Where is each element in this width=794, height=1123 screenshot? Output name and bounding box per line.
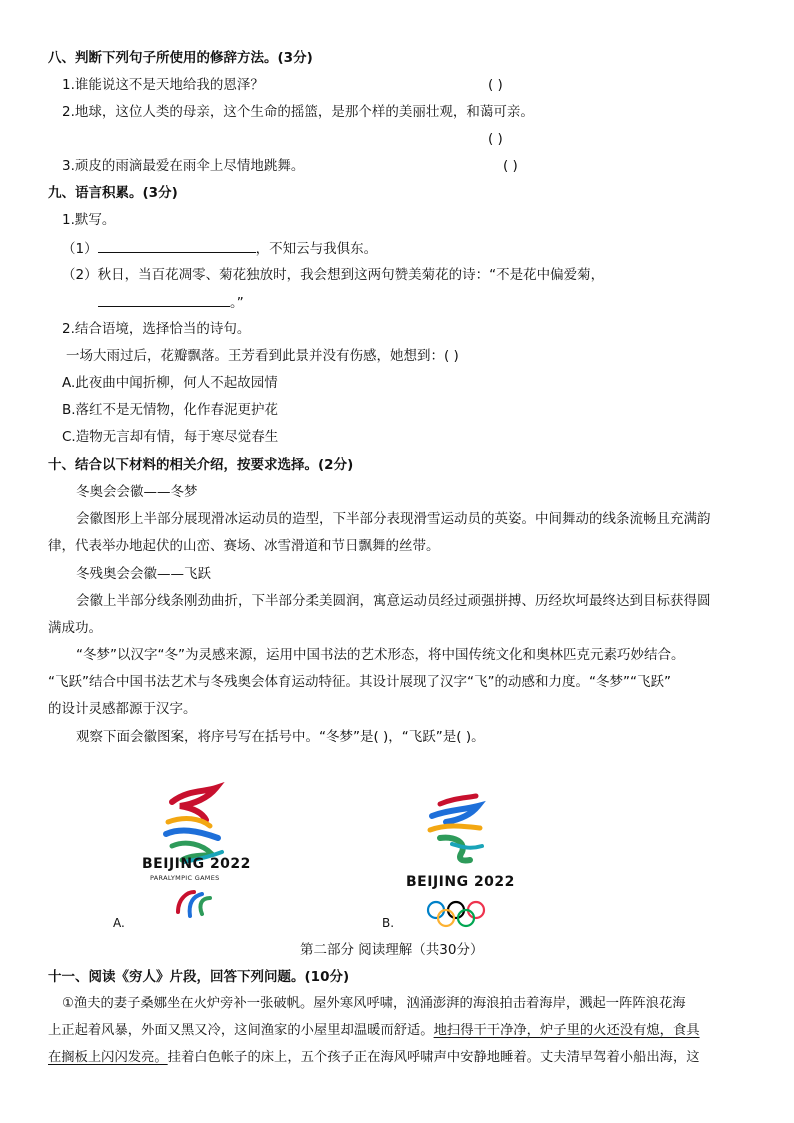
section-9-title: 九、语言积累。(3分) <box>48 185 178 201</box>
s11-para-1-line-2 <box>48 1021 700 1041</box>
fill-blank-2[interactable] <box>98 292 230 307</box>
s10-para-1-line-2: 律，代表举办地起伏的山峦、赛场、冰雪滑道和节日飘舞的丝带。 <box>48 538 440 554</box>
s8-answer-paren-2[interactable]: ( ) <box>488 131 503 147</box>
s9-fill-2 <box>98 292 244 313</box>
s9-option-b: B.落红不是无情物，化作春泥更护花 <box>62 402 279 418</box>
s10-para-3-line-2: “飞跃”结合中国书法艺术与冬残奥会体育运动特征。其设计展现了汉字“飞”的动感和力度。“冬梦”“飞跃” <box>48 674 671 690</box>
section-11-title: 十一、阅读《穷人》片段，回答下列问题。(10分) <box>48 969 350 985</box>
s11-para-1-line-3 <box>48 1048 700 1068</box>
s10-para-3-line-1: “冬梦”以汉字“冬”为灵感来源，运用中国书法的艺术形态，将中国传统文化和奥林匹克元素巧妙结合。 <box>76 647 685 663</box>
logo-a-subtext: PARALYMPIC GAMES <box>150 874 220 882</box>
s10-para-2-line-2: 满成功。 <box>48 620 102 636</box>
s10-para-1-line-1: 会徽图形上半部分展现滑冰运动员的造型，下半部分表现滑雪运动员的英姿。中间舞动的线条流畅且充满韵 <box>76 511 711 527</box>
s9-option-a: A.此夜曲中闻折柳，何人不起故园情 <box>62 375 278 391</box>
part-2-title: 第二部分 阅读理解（共30分） <box>300 942 484 958</box>
fill-blank-1[interactable] <box>98 238 256 253</box>
s9-fill-1-text: ，不知云与我俱东。 <box>255 241 378 257</box>
logo-b-label: B. <box>382 916 395 930</box>
s8-question-3: 3.顽皮的雨滴最爱在雨伞上尽情地跳舞。 <box>62 158 305 174</box>
logo-a-text: BEIJING 2022 <box>142 856 251 872</box>
s9-fill-2-end: 。” <box>230 295 244 311</box>
s8-question-1: 1.谁能说这不是天地给我的恩泽？ <box>62 77 264 93</box>
s11-para-1-line-1: ①渔夫的妻子桑娜坐在火炉旁补一张破帆。屋外寒风呼啸，汹涌澎湃的海浪拍击着海岸，溅起一阵阵浪花海 <box>62 996 686 1011</box>
s11-line-2-plain: 上正起着风暴，外面又黑又冷，这间渔家的小屋里却温暖而舒适。 <box>48 1023 434 1038</box>
s10-para-2-line-1: 会徽上半部分线条刚劲曲折，下半部分柔美圆润，寓意运动员经过顽强拼搏、历经坎坷最终达到目标获得圆 <box>76 593 711 609</box>
s10-instruction: 观察下面会徽图案，将序号写在括号中。“冬梦”是( )，“飞跃”是( )。 <box>76 729 485 745</box>
paralympic-emblem-graphic <box>132 782 252 928</box>
s9-fill-1-number: （1） <box>62 241 98 257</box>
logo-b-olympic <box>400 786 520 932</box>
section-10-title: 十、结合以下材料的相关介绍，按要求选择。(2分) <box>48 457 354 473</box>
s11-line-3-plain: 挂着白色帐子的床上，五个孩子正在海风呼啸声中安静地睡着。丈夫清早驾着小船出海，这 <box>167 1050 700 1065</box>
s11-line-2-underlined: 地扫得干干净净，炉子里的火还没有熄，食具 <box>433 1023 700 1038</box>
logo-a-label: A. <box>113 916 125 930</box>
s10-para-3-line-3: 的设计灵感都源于汉字。 <box>48 701 197 717</box>
s11-line-3-underlined: 在搁板上闪闪发亮。 <box>48 1050 168 1065</box>
s9-fill-2-prompt: （2）秋日，当百花凋零、菊花独放时，我会想到这两句赞美菊花的诗：“不是花中偏爱菊， <box>62 267 605 283</box>
s10-heading-feiyue: 冬残奥会会徽——飞跃 <box>76 566 211 582</box>
s9-question-2: 2.结合语境，选择恰当的诗句。 <box>62 321 251 337</box>
s8-answer-paren-1[interactable]: ( ) <box>488 77 503 93</box>
s10-heading-dongmeng: 冬奥会会徽——冬梦 <box>76 484 198 500</box>
olympic-emblem-graphic <box>400 786 520 932</box>
section-8-title: 八、判断下列句子所使用的修辞方法。(3分) <box>48 50 313 66</box>
s9-fill-1 <box>62 238 377 259</box>
logo-a-paralympic <box>132 782 252 928</box>
logo-b-text: BEIJING 2022 <box>406 874 515 890</box>
s9-question-1: 1.默写。 <box>62 212 116 228</box>
s8-question-2: 2.地球，这位人类的母亲，这个生命的摇篮，是那个样的美丽壮观，和蔼可亲。 <box>62 104 534 120</box>
s8-answer-paren-3[interactable]: ( ) <box>503 158 518 174</box>
s9-question-2-context: 一场大雨过后，花瓣飘落。王芳看到此景并没有伤感，她想到：( ) <box>66 348 459 364</box>
s9-option-c: C.造物无言却有情，每于寒尽觉春生 <box>62 429 279 445</box>
